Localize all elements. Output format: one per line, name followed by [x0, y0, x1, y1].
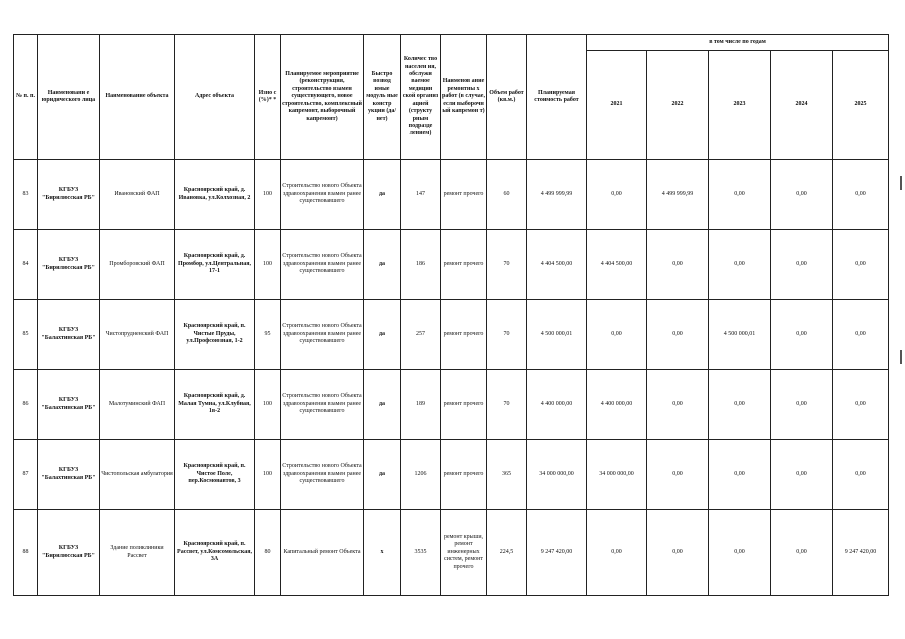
cell-2022: 0,00: [647, 300, 709, 370]
cell-cost: 4 404 500,00: [527, 230, 587, 300]
header-year-2023: 2023: [709, 51, 771, 160]
cell-2023: 0,00: [709, 510, 771, 596]
cell-repair: ремонт прочего: [441, 230, 487, 300]
cell-2023: 0,00: [709, 440, 771, 510]
cell-object-name: Ивановский ФАП: [100, 160, 175, 230]
cell-wear: 100: [255, 160, 281, 230]
cell-repair: ремонт прочего: [441, 370, 487, 440]
capital-repair-table: [13, 34, 889, 596]
cell-volume: 70: [487, 300, 527, 370]
cell-num: 84: [14, 230, 38, 300]
cell-population: 189: [401, 370, 441, 440]
cell-2024: 0,00: [771, 440, 833, 510]
cell-population: 1206: [401, 440, 441, 510]
header-population: Количес тво населен ия, обслужи ваемое медицин ской организ ацией (структу рным подразде лением): [401, 35, 441, 160]
header-address: Адрес объекта: [175, 35, 255, 160]
cell-2023: 0,00: [709, 230, 771, 300]
cell-population: 147: [401, 160, 441, 230]
cell-measure: Капитальный ремонт Объекта: [281, 510, 364, 596]
cell-repair: ремонт прочего: [441, 440, 487, 510]
cell-legal-name: КГБУЗ "Балахтинская РБ": [38, 440, 100, 510]
cell-measure: Строительство нового Объекта здравоохранения взамен ранее существовавшего: [281, 160, 364, 230]
cell-object-name: Чистопрудненский ФАП: [100, 300, 175, 370]
cell-object-name: Здание поликлиники Рассвет: [100, 510, 175, 596]
cell-population: 257: [401, 300, 441, 370]
cell-modular: х: [364, 510, 401, 596]
header-years-group: в том числе по годам: [587, 35, 889, 51]
cell-legal-name: КГБУЗ "Бирилюсская РБ": [38, 160, 100, 230]
cell-2021: 4 404 500,00: [587, 230, 647, 300]
header-planned-cost: Планируемая стоимость работ: [527, 35, 587, 160]
cell-measure: Строительство нового Объекта здравоохранения взамен ранее существовавшего: [281, 230, 364, 300]
cell-2025: 0,00: [833, 370, 889, 440]
cell-2024: 0,00: [771, 370, 833, 440]
cell-population: 3535: [401, 510, 441, 596]
header-year-2021: 2021: [587, 51, 647, 160]
cell-2025: 0,00: [833, 300, 889, 370]
cell-repair: ремонт крыши, ремонт инженерных систем, ремонт прочего: [441, 510, 487, 596]
cell-legal-name: КГБУЗ "Балахтинская РБ": [38, 370, 100, 440]
header-planned-measure: Планируемое мероприятие (реконструкция, строительство взамен существующего, новое строительство, комплексный капремонт, выборочный капремонт): [281, 35, 364, 160]
cell-volume: 224,5: [487, 510, 527, 596]
table-row: [14, 160, 889, 230]
cell-repair: ремонт прочего: [441, 160, 487, 230]
cell-cost: 4 499 999,99: [527, 160, 587, 230]
table-row: [14, 230, 889, 300]
header-object-name: Наименование объекта: [100, 35, 175, 160]
cell-2024: 0,00: [771, 160, 833, 230]
cell-2023: 0,00: [709, 370, 771, 440]
cell-2025: 0,00: [833, 230, 889, 300]
cell-num: 86: [14, 370, 38, 440]
cell-2022: 0,00: [647, 510, 709, 596]
cell-2021: 4 400 000,00: [587, 370, 647, 440]
cell-measure: Строительство нового Объекта здравоохранения взамен ранее существовавшего: [281, 440, 364, 510]
cell-measure: Строительство нового Объекта здравоохранения взамен ранее существовавшего: [281, 300, 364, 370]
table-row: [14, 300, 889, 370]
cell-object-name: Малотуминский ФАП: [100, 370, 175, 440]
header-year-2024: 2024: [771, 51, 833, 160]
cell-modular: да: [364, 300, 401, 370]
header-repair-name: Наименов ание ремонтны х работ (в случае, если выборочн ый капремон т): [441, 35, 487, 160]
cell-modular: да: [364, 370, 401, 440]
cell-2024: 0,00: [771, 230, 833, 300]
header-year-2022: 2022: [647, 51, 709, 160]
cell-population: 186: [401, 230, 441, 300]
cell-2022: 0,00: [647, 370, 709, 440]
cell-num: 88: [14, 510, 38, 596]
scan-edge-mark: [900, 176, 902, 190]
cell-num: 83: [14, 160, 38, 230]
cell-cost: 9 247 420,00: [527, 510, 587, 596]
scan-edge-mark: [900, 350, 902, 364]
cell-wear: 100: [255, 230, 281, 300]
cell-2022: 4 499 999,99: [647, 160, 709, 230]
cell-measure: Строительство нового Объекта здравоохранения взамен ранее существовавшего: [281, 370, 364, 440]
cell-volume: 70: [487, 370, 527, 440]
cell-modular: да: [364, 440, 401, 510]
table-row: [14, 370, 889, 440]
header-num: № п. п.: [14, 35, 38, 160]
cell-cost: 4 400 000,00: [527, 370, 587, 440]
header-row-top: [14, 35, 889, 51]
cell-repair: ремонт прочего: [441, 300, 487, 370]
cell-legal-name: КГБУЗ "Бирилюсская РБ": [38, 230, 100, 300]
cell-wear: 100: [255, 370, 281, 440]
cell-2024: 0,00: [771, 510, 833, 596]
cell-2022: 0,00: [647, 230, 709, 300]
cell-2024: 0,00: [771, 300, 833, 370]
table-row: [14, 440, 889, 510]
cell-address: Красноярский край, п. Рассвет, ул.Комсомольская, 3А: [175, 510, 255, 596]
cell-2021: 34 000 000,00: [587, 440, 647, 510]
cell-cost: 4 500 000,01: [527, 300, 587, 370]
cell-num: 87: [14, 440, 38, 510]
cell-address: Красноярский край, п. Чистое Поле, пер.Космонавтов, 3: [175, 440, 255, 510]
cell-2025: 0,00: [833, 160, 889, 230]
cell-2022: 0,00: [647, 440, 709, 510]
cell-object-name: Чистопольская амбулатория: [100, 440, 175, 510]
cell-volume: 365: [487, 440, 527, 510]
cell-address: Красноярский край, д. Малая Тумна, ул.Клубная, 1в-2: [175, 370, 255, 440]
cell-2021: 0,00: [587, 300, 647, 370]
cell-2025: 0,00: [833, 440, 889, 510]
cell-legal-name: КГБУЗ "Бирилюсская РБ": [38, 510, 100, 596]
cell-num: 85: [14, 300, 38, 370]
cell-modular: да: [364, 160, 401, 230]
cell-2021: 0,00: [587, 510, 647, 596]
cell-volume: 70: [487, 230, 527, 300]
cell-wear: 80: [255, 510, 281, 596]
header-wear: Изно с (%)* *: [255, 35, 281, 160]
cell-2025: 9 247 420,00: [833, 510, 889, 596]
cell-cost: 34 000 000,00: [527, 440, 587, 510]
cell-address: Красноярский край, д. Ивановка, ул.Колхозная, 2: [175, 160, 255, 230]
cell-2023: 4 500 000,01: [709, 300, 771, 370]
cell-object-name: Промборовский ФАП: [100, 230, 175, 300]
cell-address: Красноярский край, п. Чистые Пруды, ул.Профсоюзная, 1-2: [175, 300, 255, 370]
cell-2023: 0,00: [709, 160, 771, 230]
cell-2021: 0,00: [587, 160, 647, 230]
cell-legal-name: КГБУЗ "Балахтинская РБ": [38, 300, 100, 370]
cell-address: Красноярский край, д. Промбор, ул.Центральная, 17-1: [175, 230, 255, 300]
table-row: [14, 510, 889, 596]
cell-modular: да: [364, 230, 401, 300]
cell-wear: 95: [255, 300, 281, 370]
cell-volume: 60: [487, 160, 527, 230]
header-legal-name: Наименовани е юридического лица: [38, 35, 100, 160]
header-volume: Объем работ (кв.м.): [487, 35, 527, 160]
header-year-2025: 2025: [833, 51, 889, 160]
cell-wear: 100: [255, 440, 281, 510]
header-modular: Быстро возвод имые модуль ные констр укции (да/нет): [364, 35, 401, 160]
